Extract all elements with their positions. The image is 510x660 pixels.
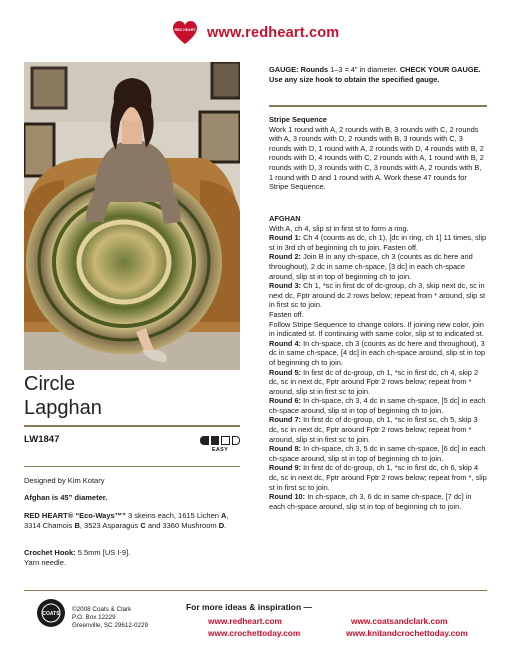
divider-rule-2 — [24, 466, 240, 467]
link-crochettoday[interactable]: www.crochettoday.com — [208, 628, 301, 638]
footer-divider — [24, 590, 487, 591]
title-line-2: Lapghan — [24, 397, 102, 419]
size-note — [24, 493, 246, 503]
site-url-link[interactable]: www.redheart.com — [207, 25, 340, 41]
stripe-heading: Stripe Sequence — [269, 115, 327, 124]
coats-logo-text: COATS — [42, 611, 60, 617]
designer-credit — [24, 476, 246, 486]
model-with-afghan-photo — [24, 62, 240, 370]
pattern-number: LW1847 — [24, 434, 60, 445]
notions-text: Yarn needle. — [24, 557, 66, 567]
coats-logo — [36, 598, 66, 638]
skill-seg-1 — [200, 436, 209, 445]
hook-and-notions — [24, 548, 246, 567]
link-coatsandclark[interactable]: www.coatsandclark.com — [351, 616, 448, 626]
company-address: ©2008 Coats & Clark P.O. Box 12229 Greenville, SC 29612-0229 — [72, 606, 148, 629]
red-heart-logo[interactable] — [172, 20, 198, 46]
skill-seg-3 — [221, 436, 230, 445]
afghan-instructions: AFGHAN With A, ch 4, slip st in first st to form a ring. Round 1: Ch 4 (counts as dc, ch 1), [dc in ring, ch 1] 11 times, slip st in 3rd ch of beginning ch to join. Fasten off. Round 2: Join B in any ch-space, ch 3 (counts as dc here and throughout), 2 dc in same ch-space, [3 dc] in each ch-space around, slip st in top of beginning ch to join. Round 3: Ch 1, *sc in first dc of dc-group, ch 3, skip next dc, sc in next dc, Fptr around dc 2 rows below; repeat from * around, slip st in first sc to join. Fasten off. Follow Stripe Sequence to change colors. If joining new color, join in indicated st. If continuing with same color, slip st to indicated st. Round 4: In ch-space, ch 3 (counts as dc here and throughout), 3 dc in same ch-space, [4 dc] in each ch-space around, slip st in top of beginning ch to join. Round 5: In first dc of dc-group, ch 1, *sc in first dc, ch 4, skip 2 dc, sc in next dc, Fptr around Fptr 2 rows below; repeat from * around, slip st in first sc to join. Round 6: In ch-space, ch 3, 4 dc in same ch-space, [5 dc] in each ch-space around, slip st in top of beginning ch to join. Round 7: In first dc of dc-group, ch 1, *sc in first sc, ch 5, skip 3 dc, sc in next dc, Fptr around Fptr 2 rows below; repeat from * around, slip st in first sc to join. Round 8: In ch-space, ch 3, 5 dc in same ch-space, [6 dc] in each ch-space around, slip st in top of beginning ch to join. Round 9: In first dc of dc-group, ch 1, *sc in first dc, ch 6, skip 4 dc, sc in next dc, Fptr around Fptr 2 rows below; repeat from *, slip st in first sc to join. Round 10: In ch-space, ch 3, 6 dc in same ch-space, [7 dc] in each ch-space around, slip st in top of beginning ch to join. — [269, 214, 487, 511]
hook-label: Crochet Hook: — [24, 548, 76, 557]
instructions-column — [269, 65, 487, 84]
afghan-heading: AFGHAN — [269, 214, 301, 223]
link-redheart[interactable]: www.redheart.com — [208, 616, 282, 626]
designer-text: Designed by Kim Kotary — [24, 476, 105, 485]
hook-value: 5.5mm [US I-9]. — [75, 548, 131, 557]
yarn-list: RED HEART® “Eco-Ways™” 3 skeins each, 1615 Lichen A, 3314 Chamois B, 3523 Asparagus C and 3360 Mushroom D. — [24, 511, 229, 530]
page-header — [0, 20, 510, 50]
skill-level-indicator — [200, 436, 240, 453]
size-text: Afghan is 45” diameter. — [24, 493, 108, 502]
more-ideas-heading: For more ideas & inspiration — — [185, 602, 313, 612]
skill-seg-4 — [232, 436, 241, 445]
yarn-brand: RED HEART® “Eco-Ways™” — [24, 511, 126, 520]
link-knitandcrochettoday[interactable]: www.knitandcrochettoday.com — [346, 628, 468, 638]
gauge-divider — [269, 105, 487, 107]
pattern-title — [24, 372, 102, 420]
skill-level-label: EASY — [211, 447, 229, 453]
title-divider — [24, 425, 240, 427]
title-line-1: Circle — [24, 373, 76, 395]
logo-text: RED HEART — [174, 28, 196, 32]
gauge-block: GAUGE: Rounds 1–3 = 4” in diameter. CHECK YOUR GAUGE. Use any size hook to obtain the specified gauge. — [269, 65, 481, 84]
page-footer — [0, 598, 510, 648]
stripe-body: Work 1 round with A, 2 rounds with B, 3 rounds with C, 2 rounds with A, 3 rounds with D, 2 rounds with B, 3 rounds with C, 3 rounds with D, 1 round with A, 2 rounds with D, 4 rounds with B, 2 rounds with D, 4 rounds with C, 2 rounds with A, 1 round with B, 2 rounds with D, 3 rounds with C, 3 rounds with A, 2 rounds with B, 1 round with D and 1 round with A. Work these 47 rounds for Stripe Sequence. — [269, 124, 484, 192]
skill-level-bar — [200, 436, 240, 445]
stripe-sequence — [269, 115, 487, 192]
skill-seg-2 — [211, 436, 220, 445]
